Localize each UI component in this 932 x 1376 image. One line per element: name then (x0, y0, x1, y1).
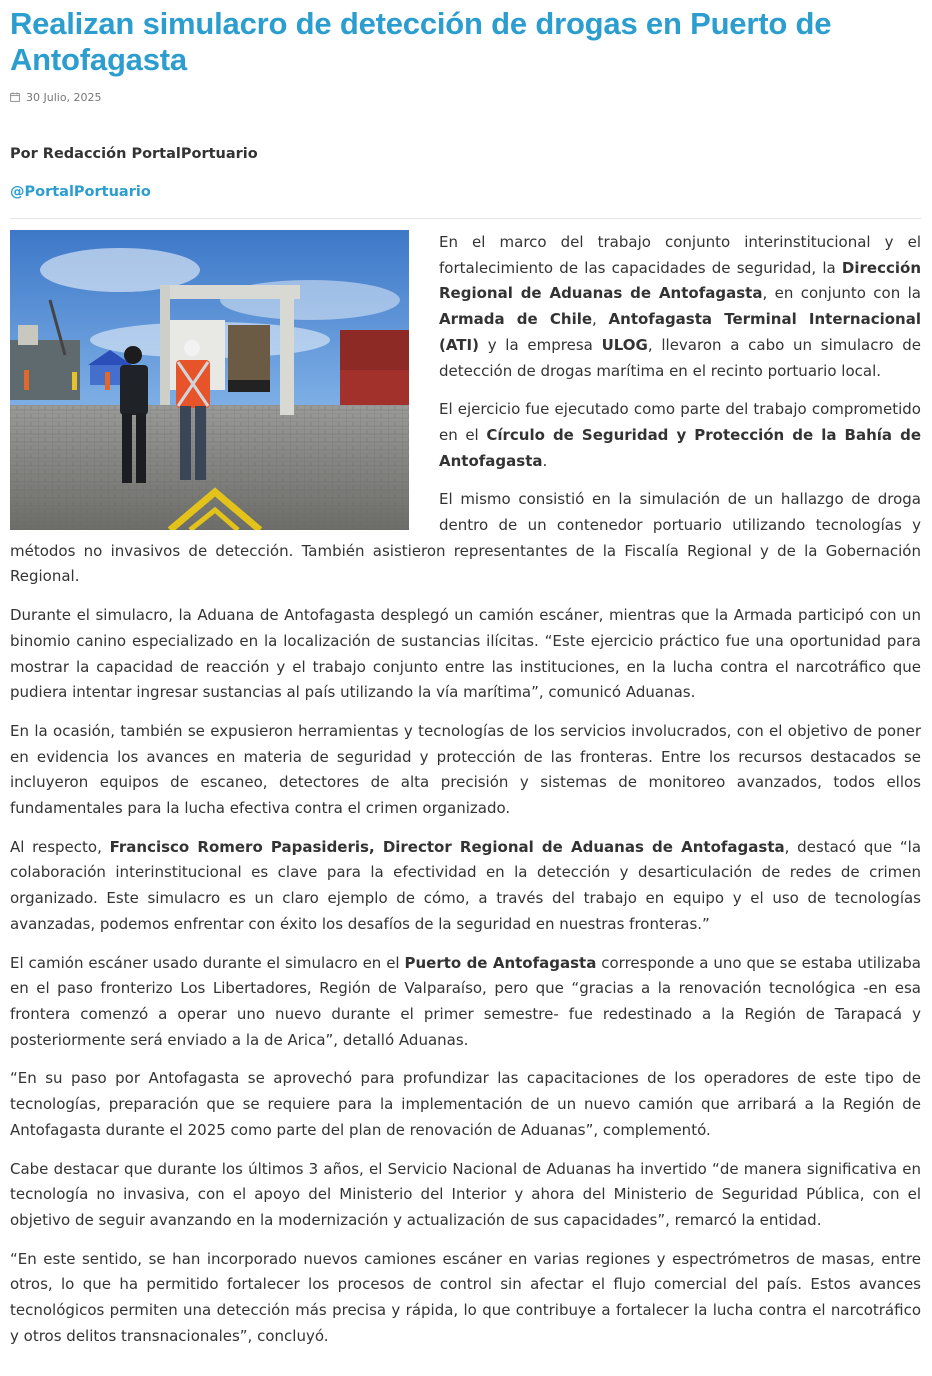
p6-text-b: , destacó que “la colaboración interinstitucional es clave para la efectividad en la detección y desarticulación de redes de crimen organizado. Este simulacro es un claro ejemplo de cómo, a través del trabajo en equipo y el uso de tecnologías avanzadas, podemos enfrentar con éxito los desafíos de la seguridad en nuestras fronteras.” (10, 837, 922, 933)
p7-bold-puerto: Puerto de Antofagasta (404, 953, 597, 972)
p2-text-a: El ejercicio fue ejecutado como parte del trabajo comprometido en el (439, 400, 921, 444)
p6-text-a: Al respecto, (10, 837, 110, 856)
paragraph-8: “En su paso por Antofagasta se aprovechó para profundizar las capacitaciones de los operadores de este tipo de tecnologías, preparación que se requiere para la implementación de un nuevo camión que arribará a la Región de Antofagasta durante el 2025 como parte del plan de renovación de Aduanas”, complementó. (10, 1069, 921, 1139)
paragraph-5: En la ocasión, también se expusieron herramientas y tecnologías de los servicios involucrados, con el objetivo de poner en evidencia los avances en materia de seguridad y protección de las fronteras. Entre los recursos destacados se incluyeron equipos de escaneo, detectores de alta precisión y sistemas de monitoreo avanzados, todos ellos fundamentales para la lucha efectiva contra el crimen organizado. (10, 721, 921, 818)
byline: Por Redacción PortalPortuario (10, 146, 258, 162)
p7-text-b: corresponde a uno que se estaba utilizaba en el paso fronterizo Los Libertadores, Región de Valparaíso, pero que “gracias a la renovación tecnológica -en esa frontera comenzó a operar uno nuevo durante el primer semestre- fue redestinado a la Región de Tarapacá y posteriormente será enviado a la de Arica”, detalló Aduanas. (10, 953, 921, 1049)
divider (10, 218, 921, 219)
p1-bold-aduanas: Dirección Regional de Aduanas de Antofagasta (439, 258, 921, 303)
publish-date: 30 Julio, 2025 (26, 90, 102, 104)
article-meta (10, 90, 921, 104)
article-body (10, 230, 921, 1349)
article-photo (10, 230, 409, 530)
p1-bold-ulog: ULOG (601, 335, 648, 354)
author-handle-link[interactable]: @PortalPortuario (10, 184, 151, 200)
p1-bold-armada: Armada de Chile (439, 310, 593, 329)
p1-text-c: , (592, 310, 609, 329)
paragraph-3: El mismo consistió en la simulación de un hallazgo de droga dentro de un contenedor portuario utilizando tecnologías y métodos no invasivos de detección. También asistieron representantes de la Fiscalía Regional y de la Gobernación Regional. (10, 490, 921, 586)
paragraph-4: Durante el simulacro, la Aduana de Antofagasta desplegó un camión escáner, mientras que la Armada participó con un binomio canino especializado en la localización de sustancias ilícitas. “Este ejercicio práctico fue una oportunidad para mostrar la capacidad de reacción y el trabajo conjunto entre las instituciones, en la lucha contra el narcotráfico que pudiera intentar ingresar sustancias al país utilizando la vía marítima”, comunicó Aduanas. (10, 606, 921, 702)
paragraph-9: Cabe destacar que durante los últimos 3 años, el Servicio Nacional de Aduanas ha invertido “de manera significativa en tecnología no invasiva, con el apoyo del Ministerio del Interior y ahora del Ministerio de Seguridad Pública, con el objetivo de seguir avanzando en la modernización y actualización de sus capacidades”, remarcó la entidad. (10, 1159, 921, 1229)
p1-text-b: , en conjunto con la (762, 284, 921, 303)
paragraph-7 (10, 951, 921, 1054)
p1-text-a: En el marco del trabajo conjunto interinstitucional y el fortalecimiento de las capacidades de seguridad, la (439, 233, 921, 277)
p6-bold-director: Francisco Romero Papasideris, Director Regional de Aduanas de Antofagasta (109, 837, 785, 856)
paragraph-10: “En este sentido, se han incorporado nuevos camiones escáner en varias regiones y espectrómetros de masas, entre otros, lo que ha permitido fortalecer los procesos de control sin afectar el flujo comercial del país. Estos avances tecnológicos permiten una detección más precisa y rápida, lo que contribuye a fortalecer la lucha contra el narcotráfico y otros delitos transnacionales”, concluyó. (10, 1249, 921, 1345)
p1-text-e: , llevaron a cabo un simulacro de detección de drogas marítima en el recinto portuario local. (439, 335, 921, 380)
p2-text-b: . (542, 451, 548, 470)
p1-bold-ati: Antofagasta Terminal Internacional (ATI) (439, 310, 921, 354)
p2-bold-circulo: Círculo de Seguridad y Protección de la Bahía de Antofagasta (439, 425, 922, 470)
calendar-icon (10, 92, 20, 102)
p7-text-a: El camión escáner usado durante el simulacro en el (10, 953, 405, 972)
article-title: Realizan simulacro de detección de drogas en Puerto de Antofagasta (10, 6, 832, 77)
paragraph-6 (10, 835, 921, 938)
p1-text-d: y la empresa (478, 335, 602, 354)
